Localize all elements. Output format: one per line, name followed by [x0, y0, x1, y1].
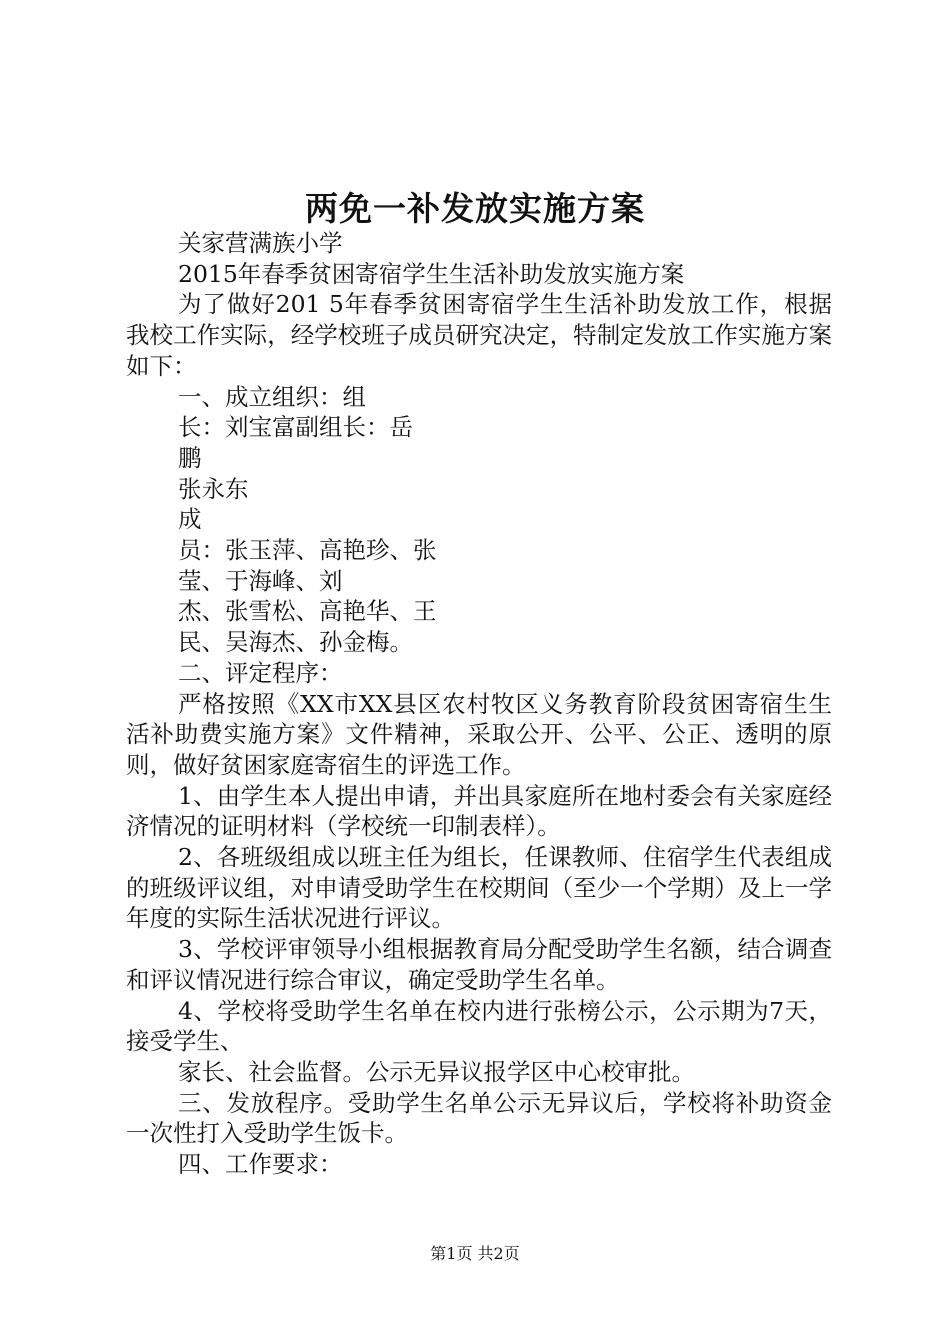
intro-paragraph: 为了做好201 5年春季贫困寄宿学生生活补助发放工作，根据我校工作实际，经学校班子成员研究决定，特制定发放工作实施方案如下：: [126, 290, 832, 380]
member-line: 员：张玉萍、高艳珍、张: [178, 536, 437, 565]
document-body: [126, 228, 832, 1180]
step-4-paragraph: 4、学校将受助学生名单在校内进行张榜公示，公示期为7天，接受学生、: [126, 996, 832, 1056]
group-line: 成: [178, 505, 202, 534]
plan-subtitle: 2015年春季贫困寄宿学生生活补助发放实施方案: [178, 259, 685, 288]
evaluation-paragraph: 严格按照《XX市XX县区农村牧区义务教育阶段贫困寄宿生生活补助费实施方案》文件精神，采取公开、公平、公正、透明的原则，做好贫困家庭寄宿生的评选工作。: [126, 689, 832, 779]
member-line: 杰、张雪松、高艳华、王: [178, 597, 437, 626]
group-line: 张永东: [178, 474, 249, 503]
member-line: 民、吴海杰、孙金梅。: [178, 628, 413, 657]
group-leader-line: 长：刘宝富副组长：岳: [178, 413, 413, 442]
section-2-heading: 二、评定程序：: [178, 658, 343, 687]
school-name: 关家营满族小学: [178, 229, 343, 257]
member-line: 莹、于海峰、刘: [178, 566, 343, 595]
document-title: 两免一补发放实施方案: [305, 189, 645, 228]
group-line: 鹏: [178, 443, 202, 472]
section-1-heading: 一、成立组织：组: [178, 382, 366, 411]
page-footer: 第1页 共2页: [430, 1244, 520, 1263]
section-4-heading: 四、工作要求：: [178, 1150, 343, 1179]
step-3-paragraph: 3、学校评审领导小组根据教育局分配受助学生名额，结合调查和评议情况进行综合审议，确定受助学生名单。: [126, 935, 832, 994]
step-1-paragraph: 1、由学生本人提出申请，并出具家庭所在地村委会有关家庭经济情况的证明材料（学校统一印制表样）。: [126, 781, 832, 841]
step-2-paragraph: 2、各班级组成以班主任为组长，任课教师、住宿学生代表组成的班级评议组，对申请受助学生在校期间（至少一个学期）及上一学年度的实际生活状况进行评议。: [126, 843, 832, 933]
section-3-paragraph: 三、发放程序。受助学生名单公示无异议后，学校将补助资金一次性打入受助学生饭卡。: [126, 1088, 832, 1148]
step-4-continued: 家长、社会监督。公示无异议报学区中心校审批。: [178, 1057, 695, 1086]
